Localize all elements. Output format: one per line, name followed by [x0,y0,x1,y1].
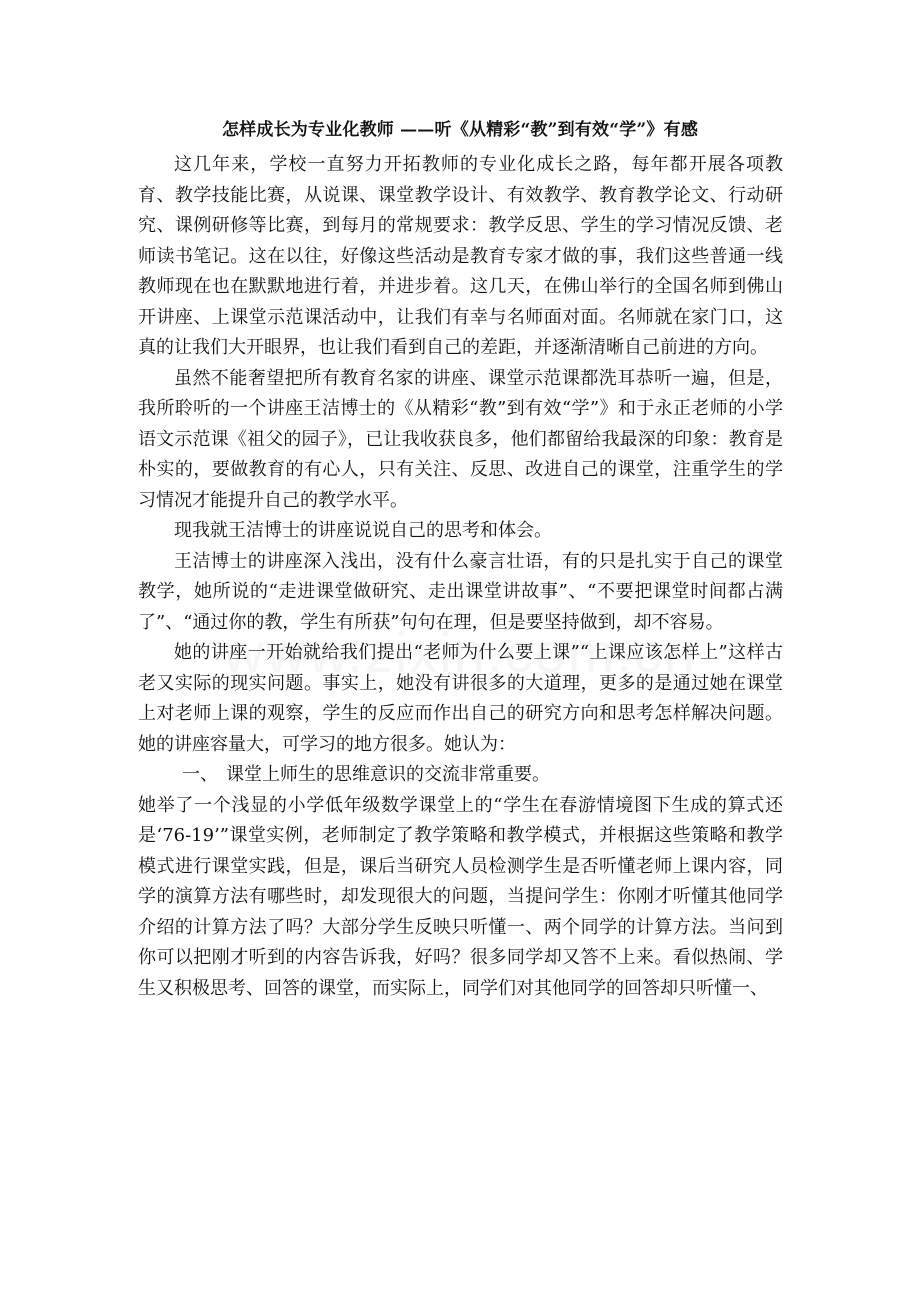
section-heading-number: 一、 [182,764,218,785]
section-heading-1 [138,760,783,791]
document-body [138,150,783,1004]
paragraph-4: 王洁博士的讲座深入浅出，没有什么豪言壮语，有的只是扎实于自己的课堂教学，她所说的“走进课堂做研究、走出课堂讲故事”、“不要把课堂时间都占满了”、“通过你的教，学生有所获”句句在理，但是要坚持做到，却不容易。 [138,550,783,633]
document-title: 怎样成长为专业化教师 ——听《从精彩“教”到有效“学”》有感 [221,120,699,140]
paragraph-3: 现我就王洁博士的讲座说说自己的思考和体会。 [174,520,552,541]
paragraph-2: 虽然不能奢望把所有教育名家的讲座、课堂示范课都洗耳恭听一遍，但是，我所聆听的一个讲座王洁博士的《从精彩“教”到有效“学”》和于永正老师的小学语文示范课《祖父的园子》，已让我收获良多，他们都留给我最深的印象：教育是朴实的，要做教育的有心人，只有关注、反思、改进自己的课堂，注重学生的学习情况才能提升自己的教学水平。 [138,367,783,511]
paragraph-5: 她的讲座一开始就给我们提出“老师为什么要上课”“上课应该怎样上”这样古老又实际的现实问题。事实上，她没有讲很多的大道理，更多的是通过她在课堂上对老师上课的观察，学生的反应而作出自己的研究方向和思考怎样解决问题。她的讲座容量大，可学习的地方很多。她认为： [138,642,783,755]
section-heading-text: 课堂上师生的思维意识的交流非常重要。 [226,764,550,785]
paragraph-6: 她举了一个浅显的小学低年级数学课堂上的“学生在春游情境图下生成的算式还是‘76-19’”课堂实例，老师制定了教学策略和教学模式，并根据这些策略和教学模式进行课堂实践，但是，课后当研究人员检测学生是否听懂老师上课内容，同学的演算方法有哪些时，却发现很大的问题，当提问学生：你刚才听懂其他同学介绍的计算方法了吗？大部分学生反映只听懂一、两个同学的计算方法。当问到你可以把刚才听到的内容告诉我，好吗？很多同学却又答不上来。看似热闹、学生又积极思考、回答的课堂，而实际上，同学们对其他同学的回答却只听懂一、 [138,794,783,999]
paragraph-1: 这几年来，学校一直努力开拓教师的专业化成长之路，每年都开展各项教育、教学技能比赛，从说课、课堂教学设计、有效教学、教育教学论文、行动研究、课例研修等比赛，到每月的常规要求：教学反思、学生的学习情况反馈、老师读书笔记。这在以往，好像这些活动是教育专家才做的事，我们这些普通一线教师现在也在默默地进行着，并进步着。这几天，在佛山举行的全国名师到佛山开讲座、上课堂示范课活动中，让我们有幸与名师面对面。名师就在家门口，这真的让我们大开眼界，也让我们看到自己的差距，并逐渐清晰自己前进的方向。 [138,154,783,358]
